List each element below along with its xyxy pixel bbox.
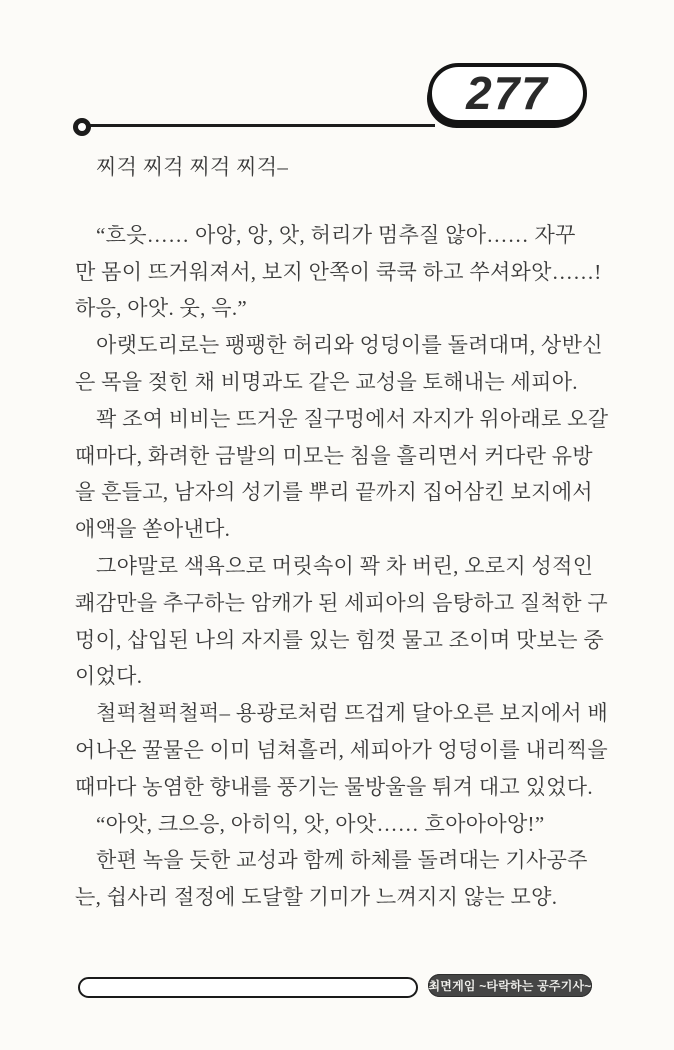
text-line: 멍이, 삽입된 나의 자지를 있는 힘껏 물고 조이며 맛보는 중 [75,627,604,652]
text-line: 때마다, 화려한 금발의 미모는 침을 흘리면서 커다란 유방 [75,443,593,468]
text-line: 꽉 조여 비비는 뜨거운 질구멍에서 자지가 위아래로 오갈 [96,406,609,431]
series-title-badge [428,974,592,997]
text-line: 을 흔들고, 남자의 성기를 뿌리 끝까지 집어삼킨 보지에서 [75,480,593,505]
series-title: 최면게임 ~타락하는 공주기사~ [428,979,592,993]
text-line: 이었다. [75,664,143,689]
text-line: 그야말로 색욕으로 머릿속이 꽉 차 버린, 오로지 성적인 [96,553,594,578]
page-number: 277 [466,66,549,119]
text-line: 한편 녹을 듯한 교성과 함께 하체를 돌려대는 기사공주 [96,848,588,873]
text-line: 은 목을 젖힌 채 비명과도 같은 교성을 토해내는 세피아. [75,369,578,394]
text-line: 어나온 꿀물은 이미 넘쳐흘러, 세피아가 엉덩이를 내리찍을 [75,737,608,762]
text-line: 아랫도리로는 팽팽한 허리와 엉덩이를 돌려대며, 상반신 [96,333,603,358]
page-number-badge [428,63,587,124]
text-line: 철퍽철퍽철퍽– 용광로처럼 뜨겁게 달아오른 보지에서 배 [96,701,609,726]
text-line: 는, 쉽사리 절정에 도달할 기미가 느껴지지 않는 모양. [75,885,558,910]
body-text [75,149,612,916]
text-line: “아앗, 크으응, 아히익, 앗, 아앗…… 흐아아아앙!” [96,811,545,836]
footer-box [78,977,418,998]
text-line: 때마다 농염한 향내를 풍기는 물방울을 튀겨 대고 있었다. [75,774,593,799]
text-line: 하응, 아앗. 웃, 윽.” [75,296,247,321]
text-line: “흐읏…… 아앙, 앙, 앗, 허리가 멈추질 않아…… 자꾸 [96,222,576,247]
text-line: 쾌감만을 추구하는 암캐가 된 세피아의 음탕하고 질척한 구 [75,590,608,615]
ring-icon [73,118,91,136]
text-line: 찌걱 찌걱 찌걱 찌걱– [96,155,289,179]
header-rule [90,124,435,127]
text-line: 만 몸이 뜨거워져서, 보지 안쪽이 쿡쿡 하고 쑤셔와앗……! [75,259,602,284]
text-line: 애액을 쏟아낸다. [75,517,231,542]
